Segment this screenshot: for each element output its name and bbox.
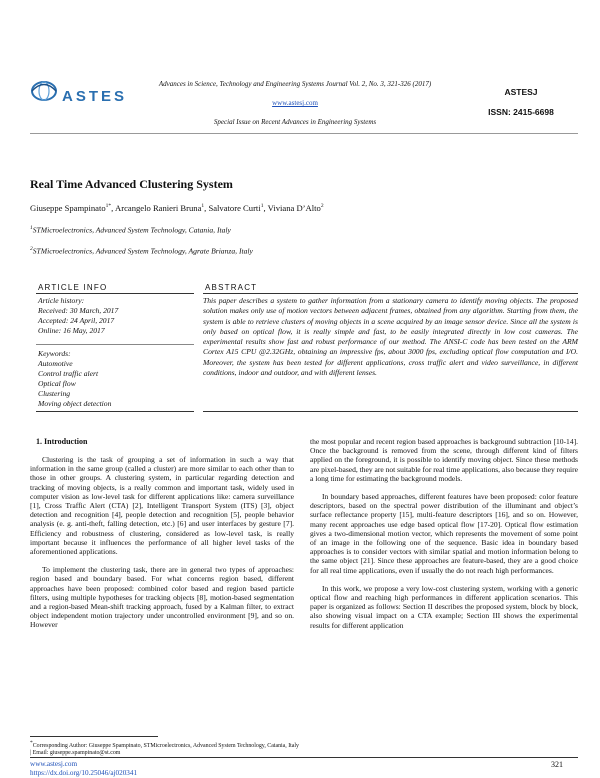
special-issue-line: Special Issue on Recent Advances in Engineering Systems [213,118,377,126]
journal-id-block [466,82,576,122]
history-line: Accepted: 24 April, 2017 [38,316,115,325]
footer-links [30,760,137,778]
history-line: Received: 30 March, 2017 [38,306,119,315]
author-mark: 1 [260,203,264,210]
affiliation-mark: 1 [30,225,33,231]
author-name: Giuseppe Spampinato [30,203,106,213]
keywords [38,349,111,409]
paragraph: the most popular and recent region based approaches is background subtraction [10-14]. Once the background is removed from the scene, through different kind of filters applied on the foreground, it is possible to identify moving object. Since these methods are pixel-based, they are not suitable for real time applications, also because they require a long time for estimating the background models. [310,437,579,483]
article-info-bottom-rule [36,411,194,412]
issn: ISSN: 2415-6698 [488,107,554,117]
logo-text: ASTES [62,88,128,105]
paper-title: Real Time Advanced Clustering System [30,177,233,191]
affiliation-text: STMicroelectronics, Advanced System Technology, Agrate Brianza, Italy [32,246,253,256]
footer-divider [30,757,578,758]
article-info-heading: ARTICLE INFO [38,283,108,292]
author-name: Viviana D’Alto [267,203,321,213]
page-number: 321 [551,760,563,769]
keyword: Control traffic alert [38,369,99,378]
author-mark: 1* [105,203,112,210]
footnote-text: Corresponding Author: Giuseppe Spampinato, STMicroelectronics, Advanced System Technology, Catania, Italy | Email: giuseppe.spampinato@st.com [30,742,299,757]
abstract-heading: ABSTRACT [205,283,258,292]
history-line: Article history: [38,296,85,305]
author-mark: 1 [201,203,205,210]
left-column [30,455,294,630]
affiliation-text: STMicroelectronics, Advanced System Technology, Catania, Italy [32,225,231,235]
footnote [30,740,300,758]
paragraph: To implement the clustering task, there are in general two types of approaches: region based and boundary based. For what concerns region based, different approaches have been proposed: combined color based and region based particle filters, using multiple hypotheses for tracking objects [8], motion-based segmentation and a region-based Mean-shift tracking approach, fused by a Kalman filter, to extract object independent motion trajectory under uncontrolled environment [9], and so on. However [30,565,294,630]
author-name: Arcangelo Ranieri Bruna [115,203,202,213]
journal-url-link[interactable]: www.astesj.com [272,99,318,107]
right-column [310,437,578,630]
abstract-rule [203,293,578,294]
author-name: Salvatore Curti [208,203,261,213]
abstract-text: This paper describes a system to gather information from a stationary camera to identify moving objects. The proposed solution makes only use of motion vectors between adjacent frames, obtained from any algorithm. Starting from them, the system is able to retrieve clusters of moving objects in a scene acquired by an image sensor device. Since all the system is only based on optical flow, it is really simple and fast, to be easily integrated directly in low cost cameras. The experimental results show fast and robust performance of our method. The ANSI-C code has been tested on the ARM Cortex A15 CPU @2.32GHz, obtaining an impressive fps, about 3000 fps, excluding optical flow computation and I/O. Moreover, the system has been tested for different applications, cross traffic alert and video surveillance, in different conditions, indoor and outdoor, and with different lenses. [203,296,578,378]
article-info-rule [36,293,194,294]
journal-code: ASTESJ [504,87,538,97]
affiliation-1 [30,225,231,235]
journal-line: Advances in Science, Technology and Engineering Systems Journal Vol. 2, No. 3, 321-326 (2017) [158,80,432,88]
keyword: Optical flow [38,379,76,388]
header-divider [30,133,578,134]
footnote-rule [30,736,158,737]
section-heading: 1. Introduction [36,437,88,446]
keyword: Automotive [38,359,73,368]
history-line: Online: 16 May, 2017 [38,326,105,335]
footnote-mark: * [30,740,33,746]
doi-link[interactable]: https://dx.doi.org/10.25046/aj020341 [30,769,138,777]
abstract-bottom-rule [203,411,578,412]
paragraph: In this work, we propose a very low-cost clustering system, working with a generic optical flow and reaching high performances in different application scenarios. This paper is organized as follows: Section II describes the proposed system, block by block, also showing visual impact on a CTA example; Section III shows the experimental results for different application [310,583,578,630]
affiliation-mark: 2 [30,246,33,252]
keywords-divider [36,344,194,345]
keyword: Moving object detection [38,399,112,408]
author-list: Giuseppe Spampinato$^{1*}$, Arcangelo Ranieri Bruna$^1$, Salvatore Curti$^1$, Viviana D’Alto$^2$ [30,203,324,213]
footer-url-link[interactable]: www.astesj.com [30,760,78,768]
author-mark: 2 [320,203,324,210]
article-history [38,296,118,336]
paragraph: In boundary based approaches, different features have been proposed: color feature descriptors, based on the spectral power distribution of the illuminant and object’s surface reflectance property [15], multi-feature descriptors [16], and so on. However, many recent approaches use edge based optical flow [17-20]. Optical flow estimation gives a two-dimensional motion vector, which represents the movement of some point of an image in the following one of the sequence. Basic idea in boundary based approaches is to consider vectors with similar spatial and motion information belong to the same object [21]. Since these approaches are feature-based, they are a good choice for all real time applications, even if usually the do not reach high performances. [310,492,578,575]
keywords-label: Keywords: [38,349,71,358]
affiliation-2 [30,246,253,256]
keyword: Clustering [38,389,71,398]
paragraph: Clustering is the task of grouping a set of information in such a way that information in the same group (called a cluster) are more similar to each other than to those in other groups. A clustering system, in particular regarding detection and tracking of moving objects, is a really common and important task, widely used in computer vision as low-level task for different applications like: camera surveillance [1], Cross Traffic Alert (CTA) [2], Intelligent Transport System (ITS) [3], object detection and recognition [4], people detection and recognition [5], people behavior analysis (e. g. anti-theft, falling detection, etc.) [6] and user interfaces by gesture [7]. Efficiency and robustness of clustering, considered as low-level task, is really important because it influences the performance of all higher level tasks of the aforementioned applications. [30,455,294,557]
